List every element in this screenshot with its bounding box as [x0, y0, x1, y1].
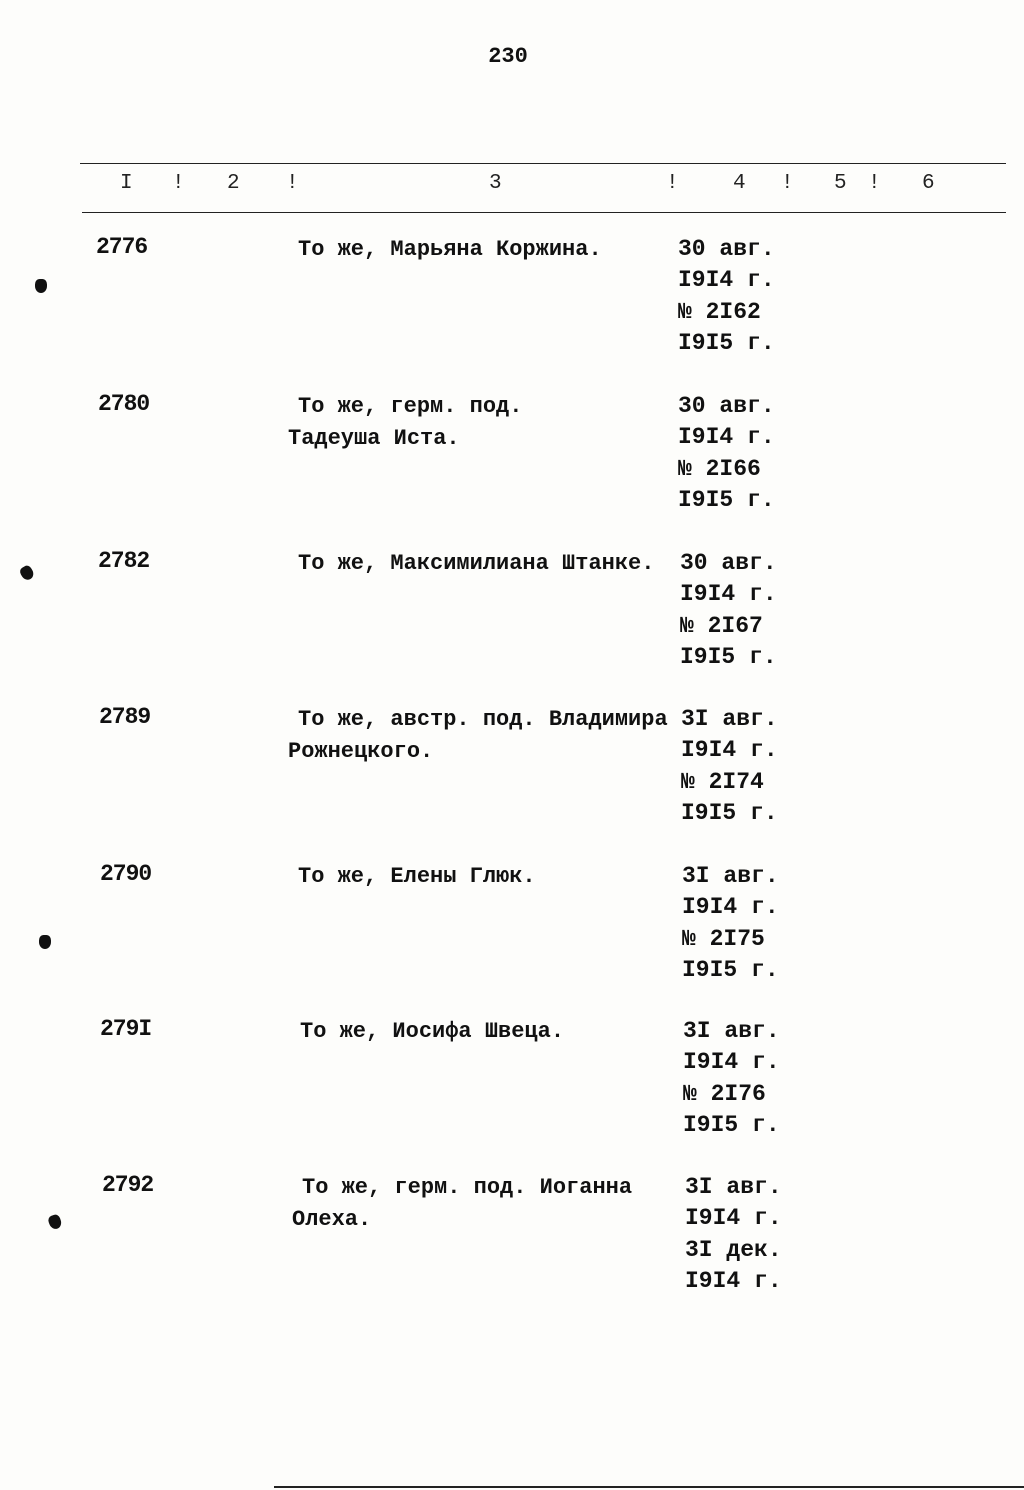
entry-date-line: № 2I75 [682, 925, 765, 952]
entry-description: То же, Иосифа Швеца. [300, 1019, 565, 1044]
entry-date-line: I9I4 г. [678, 267, 775, 294]
entry-dates [680, 548, 777, 673]
table-row [0, 391, 1024, 551]
table-row [0, 861, 1024, 1021]
table-row [0, 1016, 1024, 1176]
entry-date-line: I9I5 г. [678, 486, 775, 513]
entry-number: 2790 [100, 861, 152, 887]
entry-dates [678, 391, 775, 516]
punch-hole-mark [35, 279, 47, 293]
header-col-5: 5 [834, 172, 847, 195]
entry-date-line: № 2I74 [681, 768, 764, 795]
entry-date-line: I9I4 г. [678, 424, 775, 451]
entry-date-line: I9I4 г. [685, 1267, 782, 1294]
header-separator: ! [286, 172, 299, 195]
entry-date-line: № 2I76 [683, 1080, 766, 1107]
entry-date-line: I9I5 г. [682, 956, 779, 983]
entry-number: 2780 [98, 391, 150, 417]
entry-date-line: I9I4 г. [685, 1205, 782, 1232]
entry-dates [685, 1172, 782, 1297]
page-bottom-rule [274, 1486, 1024, 1488]
entry-number: 279I [100, 1016, 152, 1042]
table-row [0, 704, 1024, 864]
entry-number: 2789 [99, 704, 151, 730]
entry-date-line: 3I авг. [683, 1018, 780, 1044]
entry-date-line: I9I5 г. [680, 643, 777, 670]
entry-date-line: 3I дек. [685, 1236, 782, 1263]
entry-date-line: I9I4 г. [682, 894, 779, 921]
entry-date-line: I9I5 г. [678, 329, 775, 356]
entry-date-line: I9I4 г. [683, 1049, 780, 1076]
entry-description: То же, Елены Глюк. [298, 864, 536, 889]
entry-date-line: 3I авг. [685, 1174, 782, 1200]
entry-dates [678, 234, 775, 359]
entry-description: То же, герм. под. Тадеуша Иста. [288, 394, 523, 451]
table-row [0, 548, 1024, 708]
header-separator: ! [868, 172, 881, 195]
entry-description: То же, герм. под. Иоганна Олеха. [292, 1175, 633, 1232]
entry-date-line: 30 авг. [678, 393, 775, 419]
entry-date-line: № 2I67 [680, 612, 763, 639]
table-row [0, 1172, 1024, 1332]
header-col-6: 6 [922, 172, 935, 195]
entry-dates [683, 1016, 780, 1141]
table-top-rule [80, 163, 1006, 164]
entry-number: 2776 [96, 234, 148, 260]
header-col-2: 2 [227, 172, 240, 195]
entry-number: 2782 [98, 548, 150, 574]
entry-date-line: 30 авг. [678, 236, 775, 262]
table-header-rule [82, 212, 1006, 213]
header-col-3: 3 [489, 172, 502, 195]
entry-description: То же, Максимилиана Штанке. [298, 551, 655, 576]
entry-date-line: I9I4 г. [680, 581, 777, 608]
entry-date-line: I9I4 г. [681, 737, 778, 764]
entry-date-line: I9I5 г. [681, 799, 778, 826]
entry-date-line: № 2I66 [678, 455, 761, 482]
entry-date-line: № 2I62 [678, 298, 761, 325]
entry-dates [682, 861, 779, 986]
punch-hole-mark [39, 935, 51, 949]
entry-date-line: 30 авг. [680, 550, 777, 576]
header-separator: ! [781, 172, 794, 195]
page-number: 230 [488, 44, 528, 69]
header-col-4: 4 [733, 172, 746, 195]
header-col-1: I [120, 172, 133, 195]
entry-description: То же, австр. под. Владимира Рожнецкого. [288, 707, 668, 764]
entry-number: 2792 [102, 1172, 154, 1198]
header-separator: ! [666, 172, 679, 195]
entry-date-line: I9I5 г. [683, 1111, 780, 1138]
entry-date-line: 3I авг. [681, 706, 778, 732]
entry-dates [681, 704, 778, 829]
header-separator: ! [172, 172, 185, 195]
entry-description: То же, Марьяна Коржина. [298, 237, 602, 262]
table-row [0, 234, 1024, 394]
entry-date-line: 3I авг. [682, 863, 779, 889]
